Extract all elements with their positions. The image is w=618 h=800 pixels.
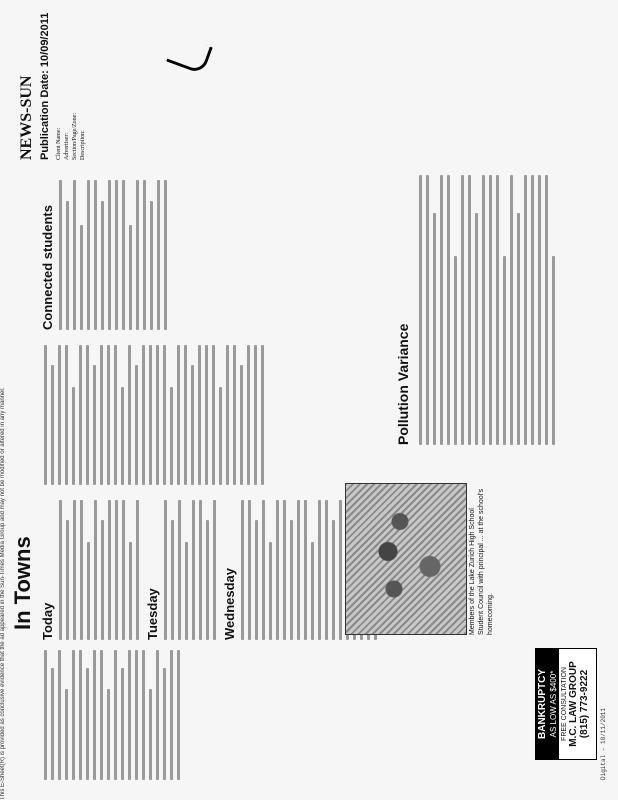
field-advertiser: Advertiser: — [64, 133, 70, 160]
ad-headline: BANKRUPTCY — [536, 649, 549, 759]
column-3 — [40, 345, 268, 485]
pollution-article — [415, 175, 559, 445]
article-lines — [44, 345, 264, 485]
ad-tagline: FREE CONSULTATION — [561, 667, 568, 741]
headline-today: Today — [40, 602, 55, 640]
publication-date — [39, 10, 51, 160]
column-1 — [40, 650, 184, 780]
paper-name: NEWS-SUN — [18, 75, 35, 160]
article-lines — [44, 650, 180, 780]
section-title: In Towns — [10, 536, 35, 630]
column-2 — [40, 500, 381, 640]
column-4 — [40, 180, 171, 330]
headline-pollution: Pollution Variance — [395, 323, 411, 445]
ad-firm: M.C. LAW GROUP — [568, 661, 579, 747]
field-section: Section/Page/Zone: — [72, 113, 78, 160]
esheet-fields — [55, 10, 87, 160]
footer-text: This E-Sheet(R) is provided as conclusive evidence that the ad appeared in the Sun-Times Media Group and may not be modified or altered in any manner. — [0, 387, 6, 800]
article-lines — [59, 180, 167, 330]
article-lines — [59, 500, 139, 640]
headline-tuesday: Tuesday — [145, 588, 160, 640]
article-lines — [419, 175, 555, 445]
photo-caption: Members of the Lake Zurich High School Student Council with principal ... at the school's homecoming. — [469, 488, 494, 635]
side-stamp: Digital - 10/11/2011 — [600, 707, 607, 780]
field-description: Description: — [80, 130, 86, 160]
headline-connected-students: Connected students — [40, 205, 55, 330]
ad-subline: AS LOW AS $400* — [549, 649, 559, 759]
bankruptcy-ad — [535, 648, 597, 760]
pub-label: Publication Date: — [39, 70, 51, 160]
ad-phone: (815) 773-9222 — [579, 669, 590, 739]
headline-wednesday: Wednesday — [222, 567, 237, 640]
publication-masthead — [18, 10, 93, 160]
news-photo — [345, 483, 467, 635]
pub-date-value: 10/09/2011 — [39, 12, 51, 68]
esheet-footer — [0, 0, 18, 800]
article-lines — [164, 500, 216, 640]
field-client: Client Name: — [56, 127, 62, 160]
